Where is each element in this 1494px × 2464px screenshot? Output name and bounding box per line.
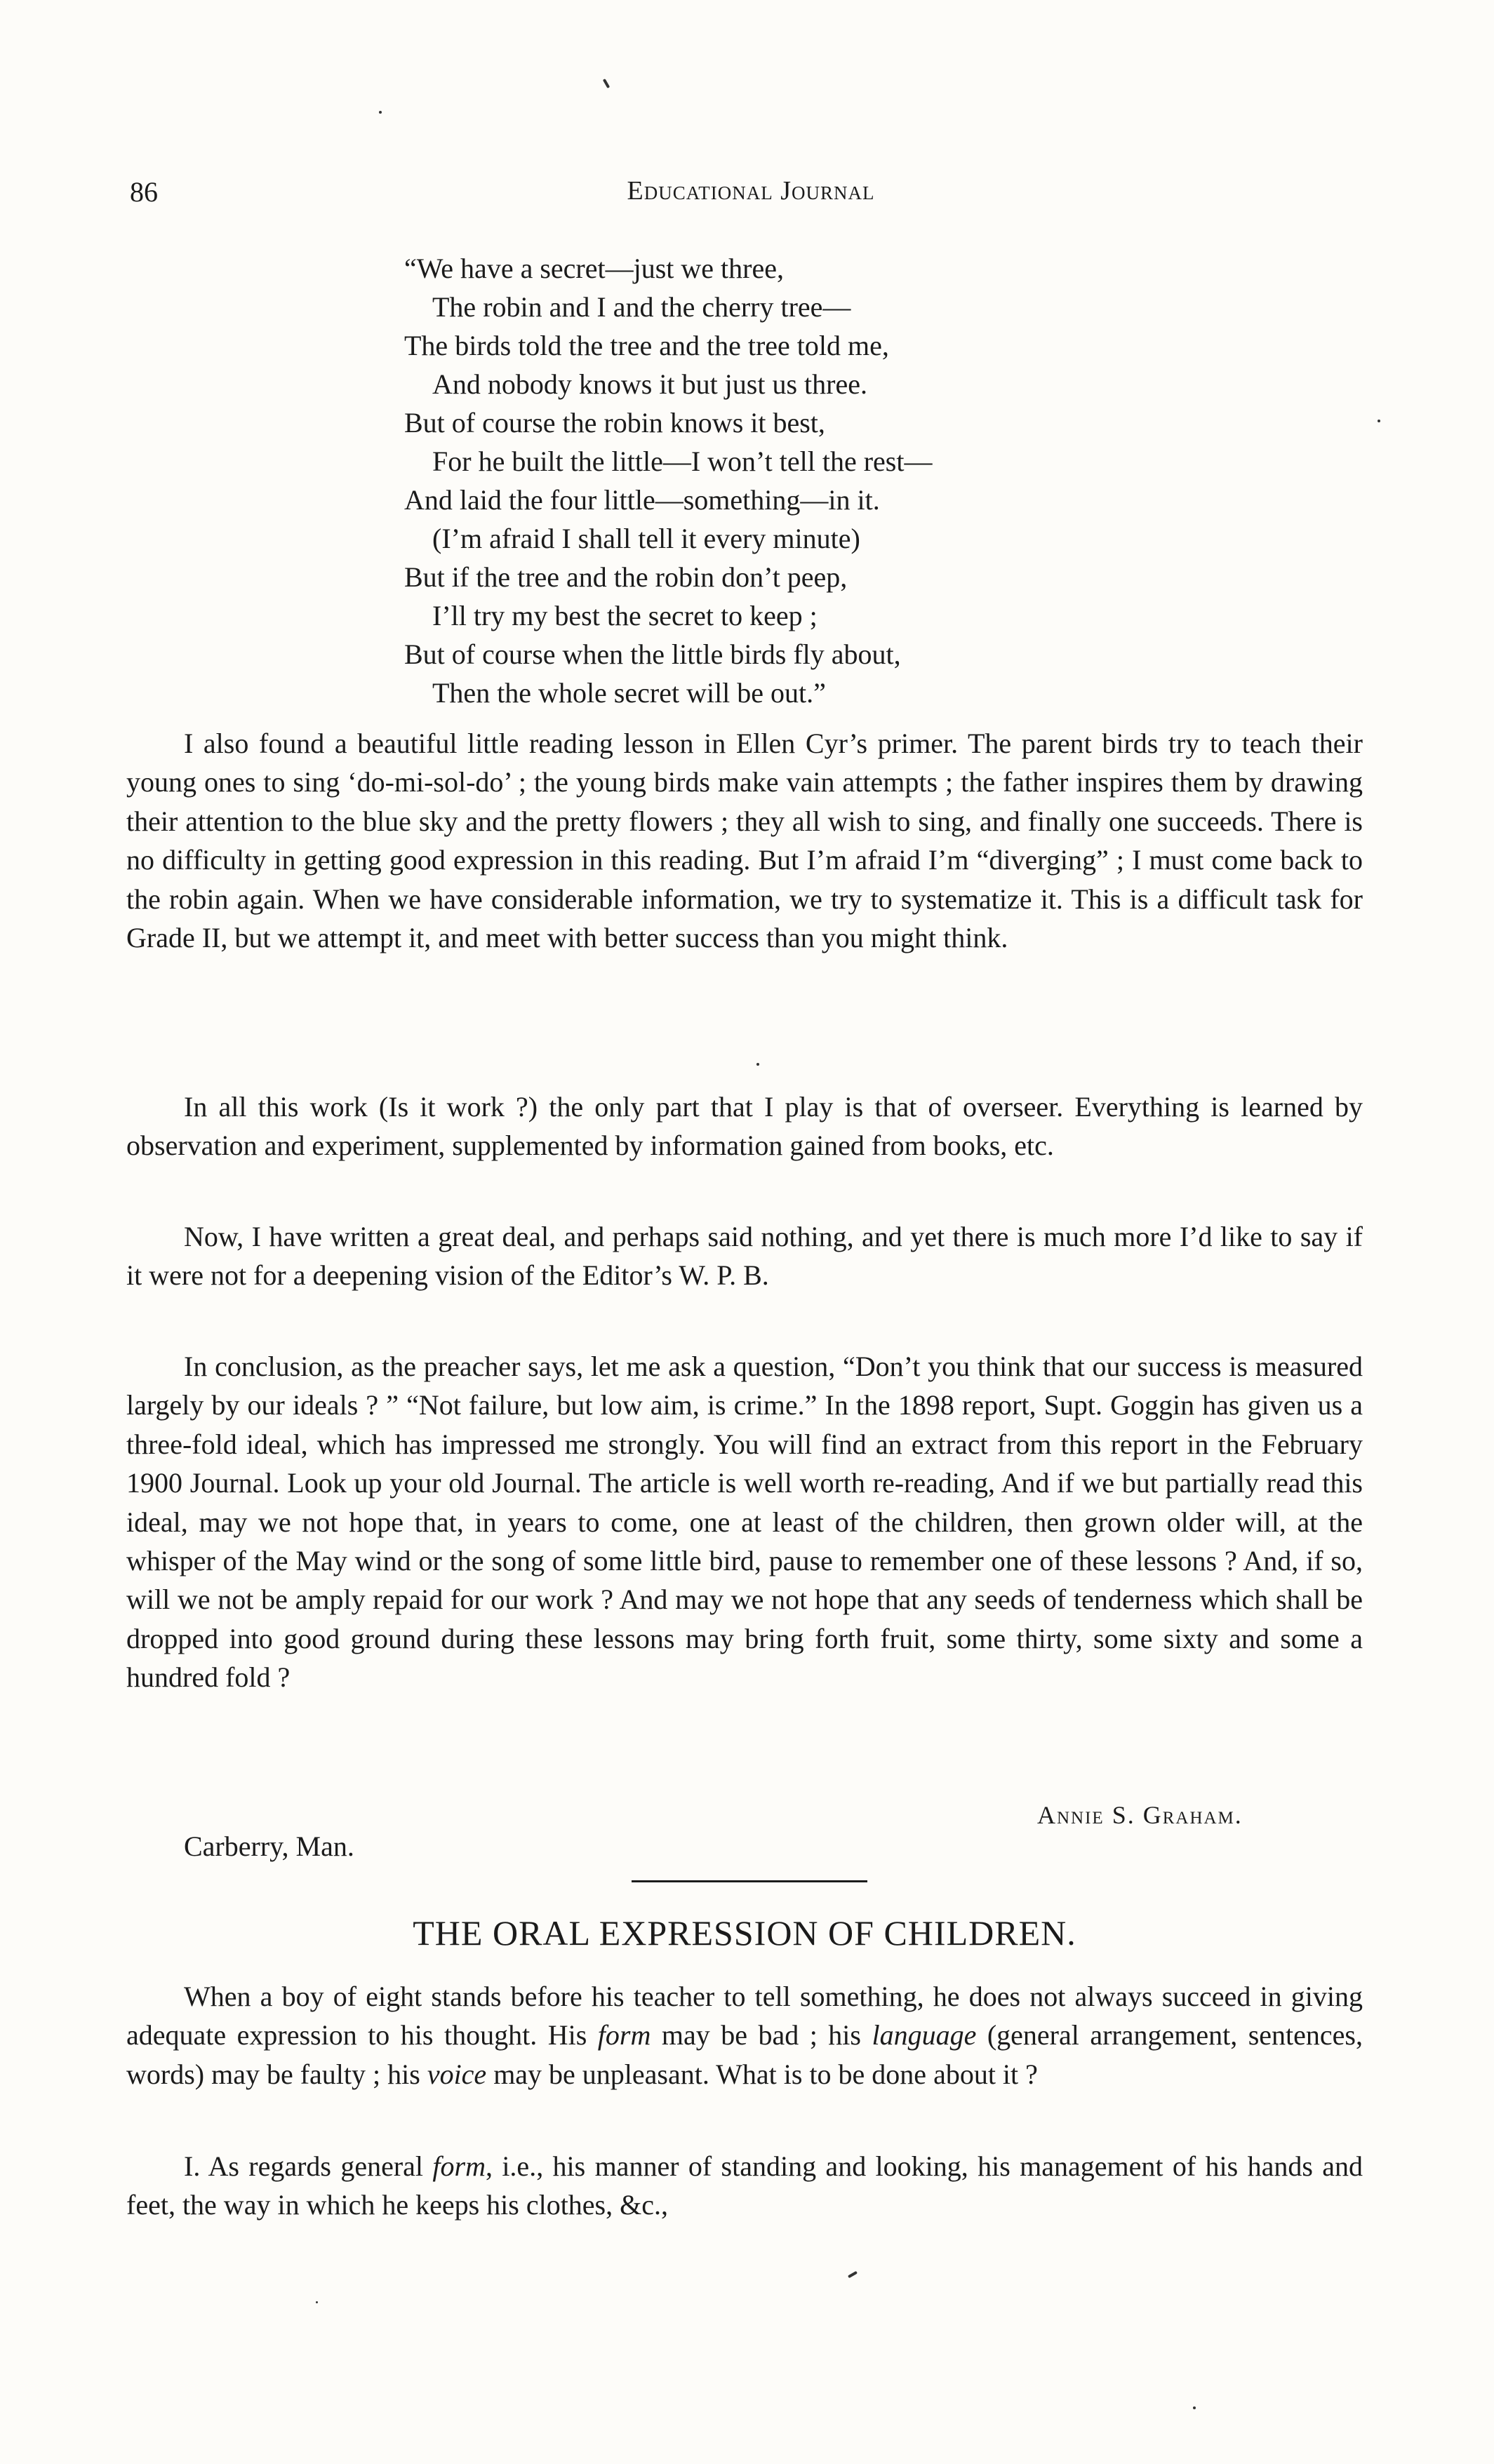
poem-line: “We have a secret—just we three, xyxy=(404,253,784,284)
article-text: I. As regards general xyxy=(184,2150,433,2182)
article-text: When a boy of eight stands before his teacher to tell something, he does not always succeed in giving adequate expression to his thought. His xyxy=(126,1981,1363,2051)
poem-line: And nobody knows it but just us three. xyxy=(432,368,867,400)
poem xyxy=(404,249,1246,712)
poem-line: But of course when the little birds fly about, xyxy=(404,638,901,670)
article-text: may be unpleasant. What is to be done about it ? xyxy=(486,2058,1038,2090)
poem-line: The birds told the tree and the tree told me, xyxy=(404,330,889,361)
poem-line: And laid the four little—something—in it. xyxy=(404,484,880,516)
letter-paragraph: Now, I have written a great deal, and perhaps said nothing, and yet there is much more I’d like to say if it were not for a deepening vision of the Editor’s W. P. B. xyxy=(126,1221,1363,1292)
poem-line: I’ll try my best the secret to keep ; xyxy=(432,600,818,631)
ink-speck xyxy=(1378,420,1380,422)
poem-line: (I’m afraid I shall tell it every minute) xyxy=(432,523,860,554)
letter-paragraph: In conclusion, as the preacher says, let me ask a question, “Don’t you think that our success is measured largely by our ideals ? ” “Not failure, but low aim, is crime.” In the 1898 report, Supt. Goggin has given us a three-fold ideal, which has impressed me strongly. You will find an extract from this report in the February 1900 Journal. Look up your old Journal. The article is well worth re-reading, And if we but partially read this ideal, may we not hope that, in years to come, one at least of the children, then grown older will, at the whisper of the May wind or the song of some little bird, pause to remember one of these lessons ? And, if so, will we not be amply repaid for our work ? And may we not hope that any seeds of tenderness which shall be dropped into good ground during these lessons may bring forth fruit, some thirty, some sixty and some a hundred fold ? xyxy=(126,1351,1363,1694)
ink-speck xyxy=(316,2301,318,2303)
ink-speck xyxy=(379,111,382,114)
article-text: may be bad ; his xyxy=(651,2019,872,2051)
article-paragraph xyxy=(126,1977,1363,2094)
running-head: Educational Journal xyxy=(627,176,875,206)
ink-speck xyxy=(1193,2406,1196,2409)
emphasis-form: form xyxy=(597,2019,651,2051)
ink-speck xyxy=(756,1063,759,1066)
ink-speck xyxy=(603,79,610,88)
letter-paragraph: In all this work (Is it work ?) the only part that I play is that of overseer. Everything is learned by observation and experiment, supplemented by information gained from books, etc. xyxy=(126,1091,1363,1162)
place-line: Carberry, Man. xyxy=(184,1830,354,1862)
article-text: , i.e., his manner of standing and looking, his management of his hands and feet, the way in which he keeps his clothes, &c., xyxy=(126,2150,1363,2221)
section-divider xyxy=(632,1880,867,1882)
emphasis-form: form xyxy=(432,2150,486,2182)
poem-line: For he built the little—I won’t tell the rest— xyxy=(432,446,933,477)
poem-line: But of course the robin knows it best, xyxy=(404,407,825,438)
ink-speck xyxy=(848,2271,858,2278)
page-number: 86 xyxy=(130,176,158,208)
letter-paragraph: I also found a beautiful little reading lesson in Ellen Cyr’s primer. The parent birds try to teach their young ones to sing ‘do-mi-sol-do’ ; the young birds make vain attempts ; the father inspires them by drawing their attention to the blue sky and the pretty flowers ; they all wish to sing, and finally one succeeds. There is no difficulty in getting good expression in this reading. But I’m afraid I’m “diverging” ; I must come back to the robin again. When we have considerable information, we try to systematize it. This is a difficult task for Grade II, but we attempt it, and meet with better success than you might think. xyxy=(126,728,1363,954)
poem-line: The robin and I and the cherry tree— xyxy=(432,291,851,323)
signature: Annie S. Graham. xyxy=(1037,1801,1243,1829)
poem-line: But if the tree and the robin don’t peep, xyxy=(404,561,848,593)
article-text: (general arrangement, sentences, words) may be faulty ; his xyxy=(126,2019,1363,2090)
article-paragraph xyxy=(126,2147,1363,2225)
article-title: THE ORAL EXPRESSION OF CHILDREN. xyxy=(413,1913,1076,1953)
page-header xyxy=(130,175,1372,217)
emphasis-voice: voice xyxy=(427,2058,487,2090)
poem-line: Then the whole secret will be out.” xyxy=(432,677,826,709)
emphasis-language: language xyxy=(872,2019,977,2051)
